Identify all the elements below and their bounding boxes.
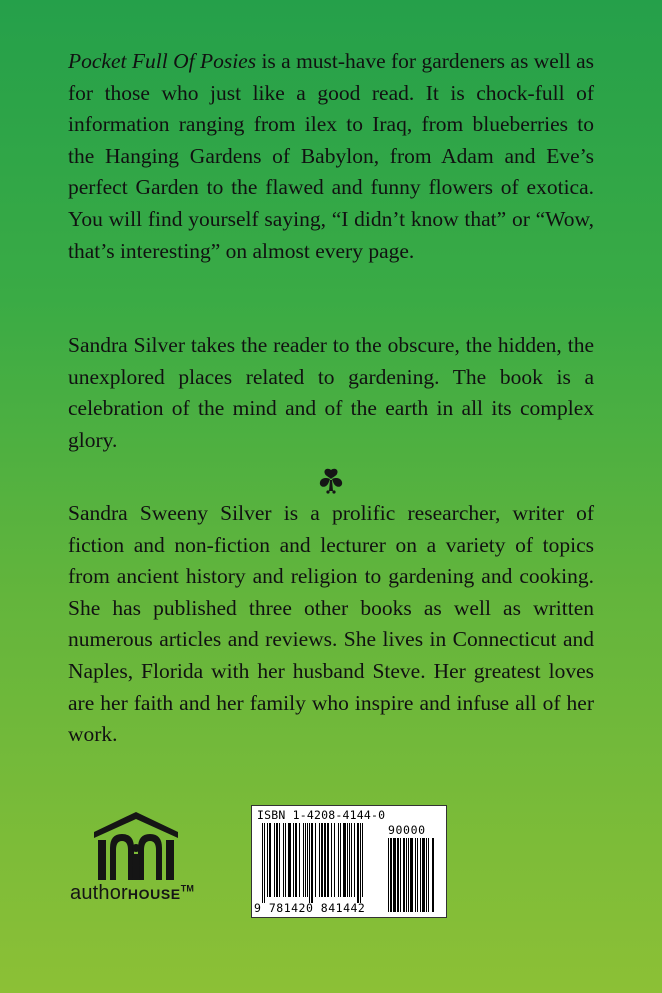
barcode-bar <box>415 838 416 912</box>
barcode-bar <box>393 838 396 912</box>
barcode-bar <box>428 838 429 912</box>
authorhouse-house-icon <box>94 812 178 880</box>
barcode-bar <box>285 823 286 897</box>
blurb-paragraph-1 <box>68 46 594 267</box>
publisher-wordmark <box>70 882 220 905</box>
barcode-bar <box>334 823 335 897</box>
barcode-bar <box>283 823 284 897</box>
barcode-bar <box>267 823 268 897</box>
barcode-bar <box>276 823 278 897</box>
barcode-bar <box>432 838 434 912</box>
barcode-bar <box>397 838 399 912</box>
barcode-bar <box>303 823 304 897</box>
barcode-bar <box>357 823 359 903</box>
barcode-bar <box>408 838 409 912</box>
barcode-bar <box>288 823 291 897</box>
barcode-bar <box>305 823 306 897</box>
book-title: Pocket Full Of Posies <box>68 49 257 73</box>
barcode-bar <box>410 838 413 912</box>
barcode-bar <box>340 823 341 897</box>
ean-digits: 9 781420 841442 <box>254 901 366 915</box>
barcode-bar <box>406 838 407 912</box>
blurb-paragraph-2: Sandra Silver takes the reader to the obscure, the hidden, the unexplored places related to gardening. The book is a celebration of the mind and of the earth in all its complex glory. <box>68 333 594 452</box>
price-supplement-bars <box>388 838 440 912</box>
barcode-bar <box>309 823 310 903</box>
publisher-logo <box>70 812 220 912</box>
barcode-bar <box>315 823 316 897</box>
publisher-name-part1: author <box>70 882 128 904</box>
barcode-bar <box>321 823 323 897</box>
barcode-bar <box>362 823 363 897</box>
barcode-bar <box>319 823 320 897</box>
barcode-bar <box>417 838 418 912</box>
barcode-bar <box>269 823 271 897</box>
barcode-bar <box>262 823 263 903</box>
barcode-bar <box>311 823 313 903</box>
barcode-bar <box>420 838 421 912</box>
barcode-bar <box>274 823 275 897</box>
barcode-bar <box>299 823 300 897</box>
barcode-bar <box>295 823 297 897</box>
barcode-bar <box>347 823 348 897</box>
barcode-bar <box>279 823 280 897</box>
barcode-bar <box>354 823 355 897</box>
barcode-bar <box>422 838 425 912</box>
barcode-bar <box>293 823 294 897</box>
author-bio-paragraph: Sandra Sweeny Silver is a prolific researcher, writer of fiction and non-fiction and lecturer on a variety of topics from ancient history and religion to gardening and cooking. She has published three other books as well as written numerous articles and reviews. She lives in Connecticut and Naples, Florida with her husband Steve. Her greatest loves are her faith and her family who inspire and infuse all of her work. <box>68 501 594 747</box>
barcode-bar <box>390 838 392 912</box>
trademark-symbol: TM <box>180 883 195 894</box>
publisher-name-part2: HOUSE <box>127 886 181 902</box>
barcode-bar <box>351 823 352 897</box>
barcode-bar <box>360 823 361 903</box>
isbn-label: ISBN 1-4208-4144-0 <box>257 808 386 822</box>
barcode-bar <box>403 838 405 912</box>
barcode-bar <box>324 823 326 897</box>
price-code: 90000 <box>388 823 426 837</box>
barcode-bar <box>327 823 329 897</box>
barcode-bar <box>307 823 308 897</box>
barcode-bar <box>331 823 332 897</box>
ean13-barcode-bars <box>262 823 384 903</box>
barcode-bar <box>400 838 401 912</box>
barcode-bar <box>343 823 346 897</box>
barcode-bar <box>426 838 427 912</box>
barcode-bar <box>349 823 350 897</box>
barcode-bar <box>264 823 265 903</box>
fleuron-ornament-icon <box>317 466 345 494</box>
blurb-paragraph-1-text: is a must-have for gardeners as well as for those who just like a good read. It is chock-full of information ranging from ilex to Iraq, from blueberries to the Hanging Gardens of Babylon, from Adam and Eve’s perfect Garden to the flawed and funny flowers of exotica. You will find yourself saying, “I didn’t know that” or “Wow, that’s interesting” on almost every page. <box>68 49 594 263</box>
isbn-barcode <box>251 805 447 918</box>
barcode-bar <box>338 823 339 897</box>
barcode-bar <box>388 838 389 912</box>
